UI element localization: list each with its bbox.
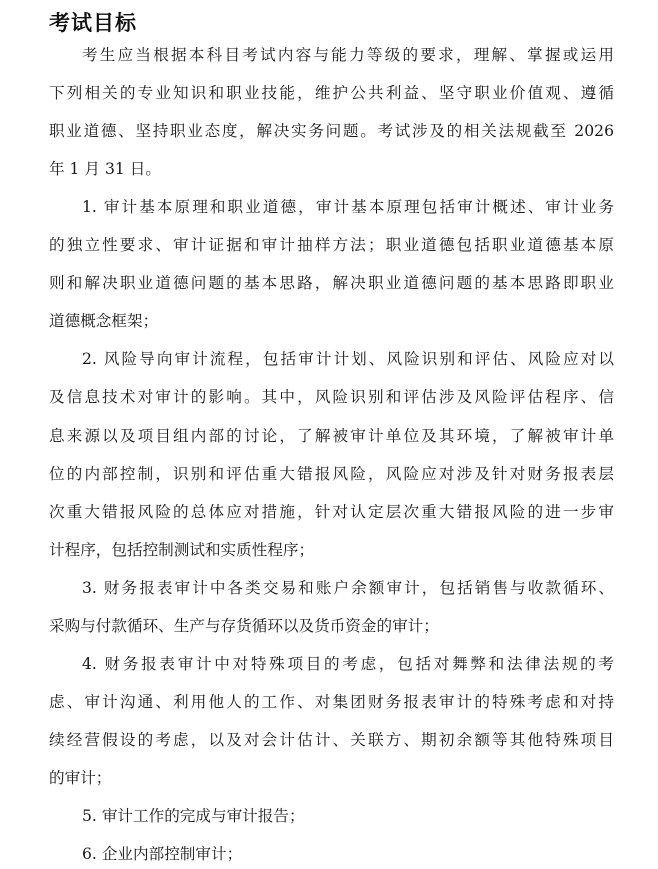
paragraph-line: 3. 财务报表审计中各类交易和账户余额审计，包括销售与收款循环、 xyxy=(82,579,614,597)
paragraph-line: 2. 风险导向审计流程，包括审计计划、风险识别和评估、风险应对以 xyxy=(82,350,614,368)
paragraph-line: 的独立性要求、审计证据和审计抽样方法；职业道德包括职业道德基本原 xyxy=(49,236,614,254)
paragraph-line: 计程序，包括控制测试和实质性程序； xyxy=(49,541,315,559)
paragraph-line: 息来源以及项目组内部的讨论，了解被审计单位及其环境，了解被审计单 xyxy=(49,427,614,445)
paragraph-line: 续经营假设的考虑，以及对会计估计、关联方、期初余额等其他特殊项目 xyxy=(49,731,614,749)
paragraph-line: 年 1 月 31 日。 xyxy=(49,160,161,178)
paragraph-line: 及信息技术对审计的影响。其中，风险识别和评估涉及风险评估程序、信 xyxy=(49,388,614,406)
paragraph-line: 的审计； xyxy=(49,769,112,787)
paragraph-line: 下列相关的专业知识和职业技能，维护公共利益、坚守职业价值观、遵循 xyxy=(49,84,614,102)
paragraph-line: 虑、审计沟通、利用他人的工作、对集团财务报表审计的特殊考虑和对持 xyxy=(49,693,614,711)
paragraph-line: 4. 财务报表审计中对特殊项目的考虑，包括对舞弊和法律法规的考 xyxy=(82,655,614,673)
paragraph-line: 采购与付款循环、生产与存货循环以及货币资金的审计； xyxy=(49,617,439,635)
paragraph-line: 次重大错报风险的总体应对措施，针对认定层次重大错报风险的进一步审 xyxy=(49,503,614,521)
paragraph-line: 道德概念框架； xyxy=(49,312,159,330)
paragraph-line: 5. 审计工作的完成与审计报告； xyxy=(82,807,305,825)
paragraph-line: 职业道德、坚持职业态度，解决实务问题。考试涉及的相关法规截至 2026 xyxy=(49,122,614,140)
paragraph-line: 则和解决职业道德问题的基本思路，解决职业道德问题的基本思路即职业 xyxy=(49,274,614,292)
paragraph-line: 考生应当根据本科目考试内容与能力等级的要求，理解、掌握或运用 xyxy=(82,46,614,64)
paragraph-line: 1. 审计基本原理和职业道德，审计基本原理包括审计概述、审计业务 xyxy=(82,198,614,216)
paragraph-line: 位的内部控制，识别和评估重大错报风险，风险应对涉及针对财务报表层 xyxy=(49,465,614,483)
section-title: 考试目标 xyxy=(49,11,137,35)
paragraph-line: 6. 企业内部控制审计； xyxy=(82,845,243,863)
